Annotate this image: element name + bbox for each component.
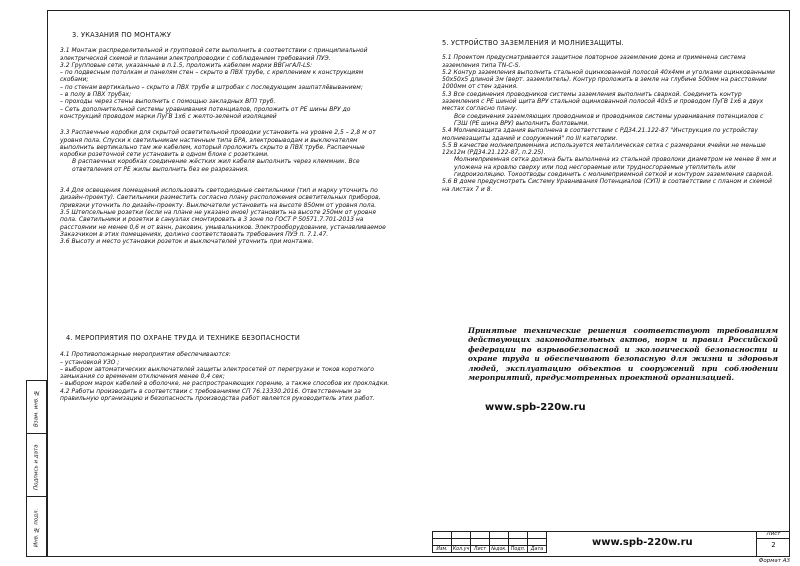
paragraph: 5.6 В доме предусмотреть Систему Уравнивания Потенциалов (СУП) в соответствии с планом и схемой на листах 7 и 8.	[442, 178, 772, 193]
list-item: – по стенам вертикально – скрыто в ПВХ трубе в штробах с последующим зашпатлёвыванием;	[60, 83, 363, 91]
col-header: Изм.	[433, 546, 452, 553]
col-header: №док.	[491, 546, 507, 552]
paragraph: 3.6 Высоту и место установки розеток и выключателей уточнить при монтаже.	[60, 238, 314, 246]
list-item: – в полу в ПВХ трубах;	[60, 91, 132, 99]
sheet-number: 2	[771, 541, 776, 549]
paragraph: 3.2 Групповые сети, указанные в п.1.5, проложить кабелем марки ВВГнгАЛ-LS:	[60, 61, 313, 69]
col-header: Подп.	[509, 546, 528, 553]
stamp-watermark-url: www.spb-220w.ru	[592, 537, 693, 548]
section-5	[442, 40, 777, 193]
title-block	[432, 531, 790, 557]
compliance-notice: Принятые технические решения соответствуют требованиям действующих законодательных актов, норм и правил Российской федерации по взрывобезопасной и экологической безопасности и охране труда и обеспечивают безопасную для жизни и здоровья людей, эксплуатацию объектов и сооружений при соблюдении мероприятий, предусмотренных проектной организацией.	[468, 326, 778, 383]
paragraph: 5.1 Проектом предусматривается защитное повторное заземление дома и применена система заземления типа TN-C-S.	[442, 54, 746, 69]
side-label-replace: Взам. инв. №	[33, 389, 40, 427]
side-label-signature: Подпись и дата	[33, 444, 40, 490]
sheet-label: Лист	[757, 531, 790, 539]
paragraph: 5.3 Все соединения проводников системы заземления выполнить сваркой. Соединить контур заземления с РЕ шиной щита ВРУ стальной оцинкованной полосой 40х5 и проводом ПуГВ 1х6 в двух местах согласно плану.	[442, 90, 764, 113]
paragraph: 3.4 Для освещения помещений использовать светодиодные светильники (тип и марку уточнить по дизайн-проекту). Светильники разместить согласно плану расположения осветительных приборов, привязки уточнить по дизайн-проекту. Выключатели установить на высоте 850мм от уровня пола.	[60, 187, 381, 209]
format-label: Формат А3	[758, 558, 790, 564]
paragraph: 5.5 В качестве молниеприемника используется металлическая сетка с размерами ячейки не меньше 12х12м (РД34.21.122-87, п.2.25).	[442, 141, 766, 157]
list-item: – установкой УЗО ;	[60, 358, 120, 366]
paragraph: 4.2 Работы производить в соответствии с требованиями СП 76.13330.2016. Ответственным за правильную организацию и безопасность производства работ является руководитель этих работ.	[60, 387, 375, 403]
section-3-title: 3. УКАЗАНИЯ ПО МОНТАЖУ	[72, 31, 172, 39]
paragraph: 4.1 Противопожарные мероприятия обеспечиваются:	[60, 351, 231, 359]
paragraph: Все соединения заземляющих проводников и проводников системы уравнивания потенциалов с ГЗШ (РЕ шина ВРУ) выполнить болтовыми.	[454, 112, 764, 127]
col-header: Дата	[528, 546, 547, 553]
list-item: – Сеть дополнительной системы уравнивания потенциалов, проложить от РЕ шины ВРУ до конструкций проводом марки ПуГВ 1х6 с желто-зеленой изоляцией	[60, 105, 351, 120]
paragraph: 3.5 Штепсельные розетки (если на плане не указано иное) установить на высоте 250мм от уровня пола. Светильники и розетки в санузлах смонтировать в 3 зоне по ГОСТ Р 50571.7.701-2013 на расстоянии не менее 0,6 м от ванн, раковин, умывальников. Электрооборудование, устанавливаемое Заказчиком в этих помещениях, должно соответствовать требования ПУЭ п. 7.1.47.	[60, 208, 386, 238]
side-label-inventory: Инв. № подл.	[33, 508, 40, 548]
col-header: Лист	[471, 546, 490, 553]
sheet-number-box	[756, 531, 791, 557]
side-stamp-strip	[26, 380, 47, 557]
section-4-title: 4. МЕРОПРИЯТИЯ ПО ОХРАНЕ ТРУДА И ТЕХНИКЕ БЕЗОПАСНОСТИ	[66, 334, 300, 342]
section-3	[60, 32, 390, 245]
watermark-url: www.spb-220w.ru	[485, 402, 586, 413]
list-item: – проходы через стены выполнить с помощью закладных ВГП труб.	[60, 98, 276, 106]
paragraph: Молниеприемная сетка должна быть выполнена из стальной проволоки диаметром не менее 8 мм и уложена на кровлю сверху или под несгораемые или трудносгораемые утеплитель или гидроизоляцию. Токоотводы соединить с молниеприемной сеткой и контуром заземления сваркой.	[454, 156, 777, 179]
col-header: Кол.уч	[452, 546, 470, 552]
section-5-title: 5. УСТРОЙСТВО ЗАЗЕМЛЕНИЯ И МОЛНИЕЗАЩИТЫ.	[442, 39, 624, 47]
paragraph: 3.3 Распаечные коробки для скрытой осветительной проводки установить на уровне 2,5 – 2,8 м от уровня пола. Спуски к светильникам настенным типа БРА, электровыводам и выключателям выполнить вертикально там же кабелем, который проложить скрыто в ПВХ трубе. Распаечные коробки розеточной сети установить в одном блоке с розетками.	[60, 129, 376, 159]
paragraph: В распаечных коробках соединение жёстких жил кабеля выполнить через клеммник. Все ответвления от РЕ жилы выполнить без ее разрезания.	[72, 158, 360, 173]
list-item: – выбором автоматических выключателей защиты электросетей от перегрузки и токов короткого замыкания со временем отключения менее 0,4 сек;	[60, 365, 374, 381]
section-4	[60, 335, 390, 402]
paragraph: 3.1 Монтаж распределительной и групповой сети выполнить в соответствии с принципиальной электрической схемой и планами электропроводки с соблюдением требований ПУЭ.	[60, 47, 368, 62]
list-item: – выбором марок кабелей в оболочке, не распространяющих горение, а также способов их прокладки.	[60, 380, 390, 388]
paragraph: 5.2 Контур заземления выполнить стальной оцинкованной полосой 40х4мм и уголками оцинкованными 50х50х5 длиной 3м (верт. заземлитель). Контур проложить в земле на глубине 500мм на расстоянии 1000мм от стен здания.	[442, 68, 775, 91]
list-item: – по подвесным потолкам и панелям стен – скрыто в ПВХ трубе, с креплением к конструкциям скобами;	[60, 69, 364, 84]
paragraph: 5.4 Молниезащита здания выполнена в соответствии с РД34.21.122-87 "Инструкция по устройству молниезащиты зданий и сооружений" по III категории.	[442, 127, 758, 142]
